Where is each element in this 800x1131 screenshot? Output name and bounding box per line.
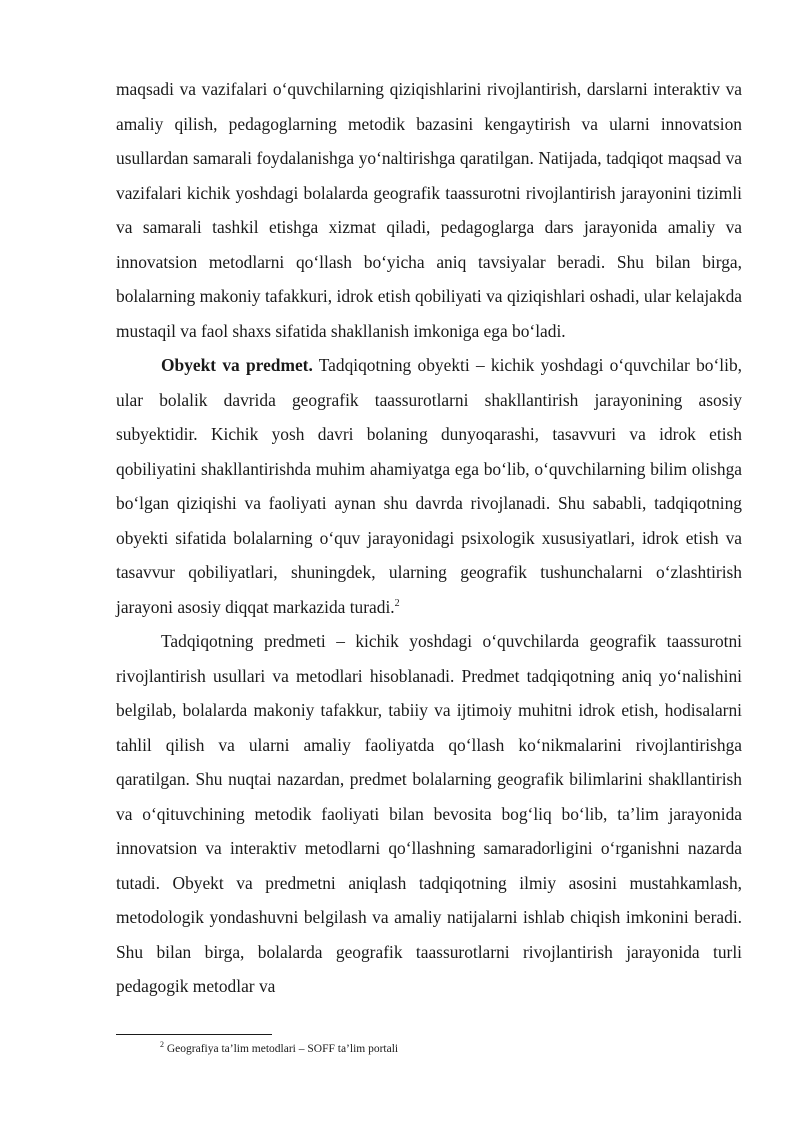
paragraph-text: Tadqiqotning obyekti – kichik yoshdagi o‘quvchilar bo‘lib, ular bolalik davrida geografik taassurotlarni shakllantirish jarayonining asosiy subyektidir. Kichik yosh davri bolaning dunyoqarashi, tasavvuri va idrok etish qobiliyatini shakllantirishda muhim ahamiyatga ega bo‘lib, o‘quvchilarning bilim olishga bo‘lgan qiziqishi va faoliyati aynan shu davrda rivojlanadi. Shu sababli, tadqiqotning obyekti sifatida bolalarning o‘quv jarayonidagi psixologik xususiyatlari, idrok etish va tasavvur qobiliyatlari, shuningdek, ularning geografik tushunchalarni o‘zlashtirish jarayoni asosiy diqqat markazida turadi. bbox=[116, 355, 742, 617]
footnote-reference[interactable]: 2 bbox=[394, 597, 400, 609]
footnote-number: 2 bbox=[160, 1040, 164, 1050]
paragraph-object-subject bbox=[116, 348, 742, 624]
paragraph-research-subject bbox=[116, 624, 742, 1004]
paragraph-text: Tadqiqotning predmeti – kichik yoshdagi o‘quvchilarda geografik taassurotni rivojlantirish usullari va metodlari hisoblanadi. Predmet tadqiqotning aniq yo‘nalishini belgilab, bolalarda makoniy tafakkur, tabiiy va ijtimoiy muhitni idrok etish, hodisalarni tahlil qilish va ularni amaliy faoliyatda qo‘llash ko‘nikmalarini rivojlantirishga qaratilgan. Shu nuqtai nazardan, predmet bolalarning geografik bilimlarini shakllantirish va o‘qituvchining metodik faoliyati bilan bevosita bog‘liq bo‘lib, ta’lim jarayonida innovatsion va interaktiv metodlarni qo‘llashning samaradorligini o‘rganishni nazarda tutadi. Obyekt va predmetni aniqlash tadqiqotning ilmiy asosini mustahkamlash, metodologik yondashuvni belgilash va amaliy natijalarni ishlab chiqish imkonini beradi. Shu bilan birga, bolalarda geografik taassurotlarni rivojlantirish jarayonida turli pedagogik metodlar va bbox=[116, 631, 742, 996]
document-page bbox=[116, 72, 742, 1004]
paragraph-goals-conclusion bbox=[116, 72, 742, 348]
footnote bbox=[160, 1041, 398, 1057]
footnote-text: Geografiya ta’lim metodlari – SOFF ta’lim portali bbox=[166, 1043, 399, 1055]
paragraph-text: maqsadi va vazifalari o‘quvchilarning qiziqishlarini rivojlantirish, darslarni interaktiv va amaliy qilish, pedagoglarning metodik bazasini kengaytirish va ularni innovatsion usullardan samarali foydalanishga yo‘naltirishga qaratilgan. Natijada, tadqiqot maqsad va vazifalari kichik yoshdagi bolalarda geografik taassurotni rivojlantirish jarayonini tizimli va samarali tashkil etishga xizmat qiladi, pedagoglarga dars jarayonida amaliy va innovatsion metodlarni qo‘llash bo‘yicha aniq tavsiyalar beradi. Shu bilan birga, bolalarning makoniy tafakkuri, idrok etish qobiliyati va qiziqishlari oshadi, ular kelajakda mustaqil va faol shaxs sifatida shakllanish imkoniga ega bo‘ladi. bbox=[116, 79, 742, 341]
footnote-divider bbox=[116, 1034, 272, 1035]
section-heading-object-subject: Obyekt va predmet. bbox=[161, 355, 313, 375]
